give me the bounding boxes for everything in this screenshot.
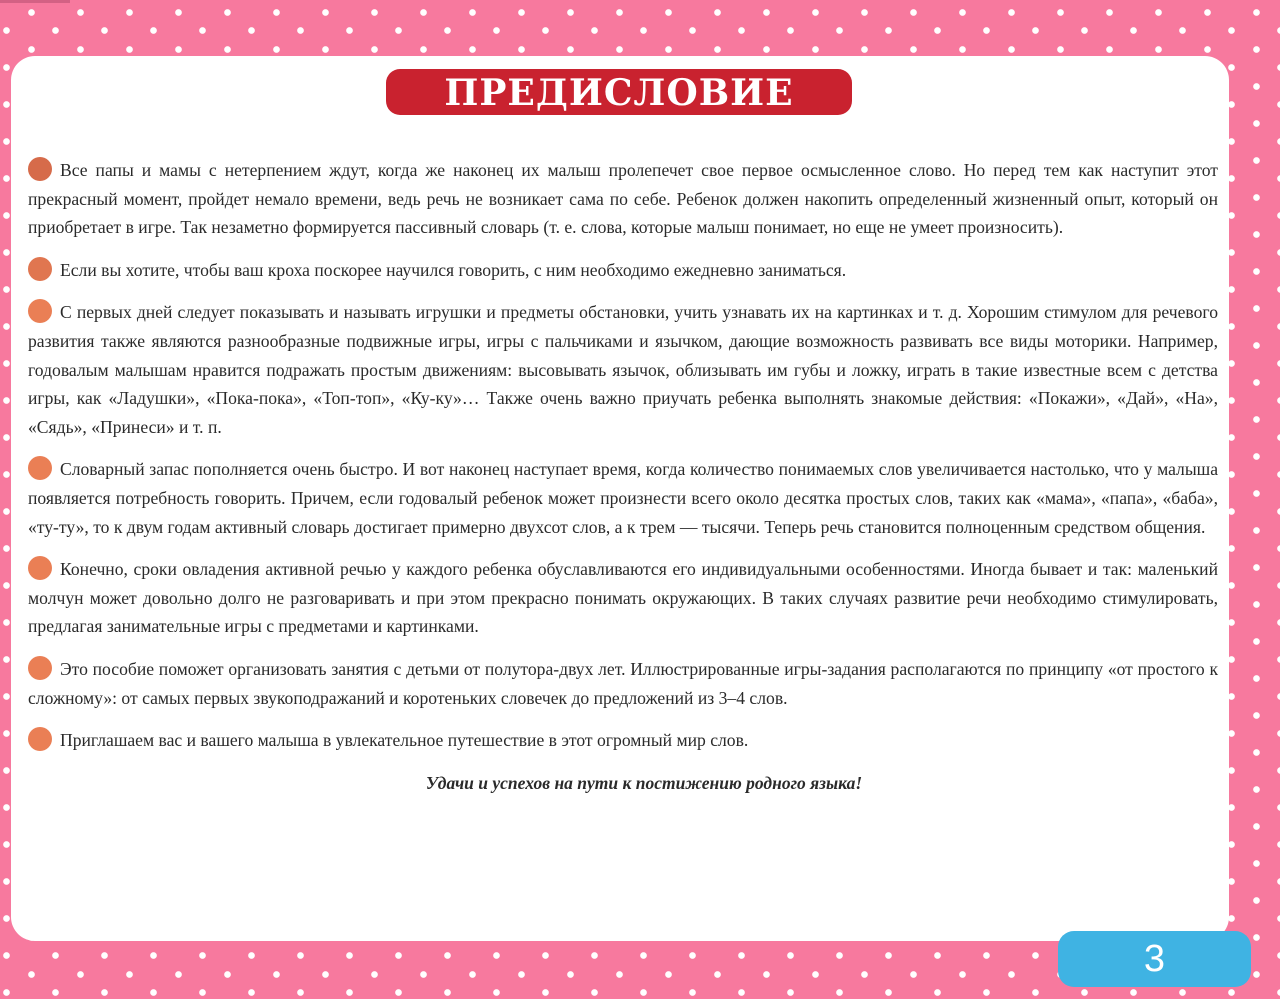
paragraph — [28, 156, 1218, 242]
page-number-tab — [1058, 931, 1251, 987]
closing-wish: Удачи и успехов на пути к постижению родного языка! — [425, 772, 863, 793]
bullet-dot-icon — [28, 456, 52, 480]
preface-body — [28, 156, 1218, 815]
paragraph-text: С первых дней следует показывать и называть игрушки и предметы обстановки, учить узнавать их на картинках и т. д. Хорошим стимулом для речевого развития также являются разнообразные подвижные игры, игры с пальчиками и язычком, дающие возможность развивать все виды моторики. Например, годовалым малышам нравится подражать простым движениям: высовывать язычок, облизывать им губы и ложку, играть в такие известные всем с детства игры, как «Ладушки», «Пока-пока», «Топ-топ», «Ку-ку»… Также очень важно приучать ребенка выполнять знакомые действия: «Покажи», «Дай», «На», «Сядь», «Принеси» и т. п. — [28, 302, 1218, 437]
paragraph-text: Конечно, сроки овладения активной речью у каждого ребенка обуславливаются его индивидуальными особенностями. Иногда бывает и так: маленький молчун может довольно долго не разговаривать и при этом прекрасно понимать окружающих. В таких случаях развитие речи необходимо стимулировать, предлагая занимательные игры с предметами и картинками. — [28, 559, 1218, 637]
bullet-dot-icon — [28, 556, 52, 580]
bullet-dot-icon — [28, 157, 52, 181]
page-edge-shadow — [0, 0, 70, 3]
paragraph-text: Словарный запас пополняется очень быстро. И вот наконец наступает время, когда количество понимаемых слов увеличивается настолько, что у малыша появляется потребность говорить. Причем, если годовалый ребенок может произнести всего около десятка простых слов, таких как «мама», «папа», «баба», «ту-ту», то к двум годам активный словарь достигает примерно двухсот слов, а к трем — тысячи. Теперь речь становится полноценным средством общения. — [28, 459, 1218, 537]
paragraph — [28, 655, 1218, 712]
paragraph — [28, 256, 1218, 285]
paragraph-text: Приглашаем вас и вашего малыша в увлекательное путешествие в этот огромный мир слов. — [60, 730, 749, 751]
page-title: ПРЕДИСЛОВИЕ — [444, 72, 794, 114]
paragraph — [28, 555, 1218, 641]
bullet-dot-icon — [28, 727, 52, 751]
paragraph-text: Все папы и мамы с нетерпением ждут, когда же наконец их малыш пролепечет свое первое осмысленное слово. Но перед тем как наступит этот прекрасный момент, пройдет немало времени, ведь речь не возникает сама по себе. Ребенок должен накопить определенный жизненный опыт, который он приобретает в игре. Так незаметно формируется пассивный словарь (т. е. слова, которые малыш понимает, но еще не умеет произносить). — [28, 160, 1218, 238]
bullet-dot-icon — [28, 299, 52, 323]
bullet-dot-icon — [28, 257, 52, 281]
paragraph — [28, 298, 1218, 441]
title-banner — [386, 69, 852, 115]
paragraph — [28, 726, 1218, 755]
bullet-dot-icon — [28, 656, 52, 680]
paragraph-text: Если вы хотите, чтобы ваш кроха поскорее научился говорить, с ним необходимо ежедневно заниматься. — [60, 259, 847, 280]
page-number: 3 — [1143, 938, 1166, 980]
paragraph-text: Это пособие поможет организовать занятия с детьми от полутора-двух лет. Иллюстрированные игры-задания располагаются по принципу «от простого к сложному»: от самых первых звукоподражаний и коротеньких словечек до предложений из 3–4 слов. — [28, 658, 1218, 708]
paragraph — [28, 455, 1218, 541]
